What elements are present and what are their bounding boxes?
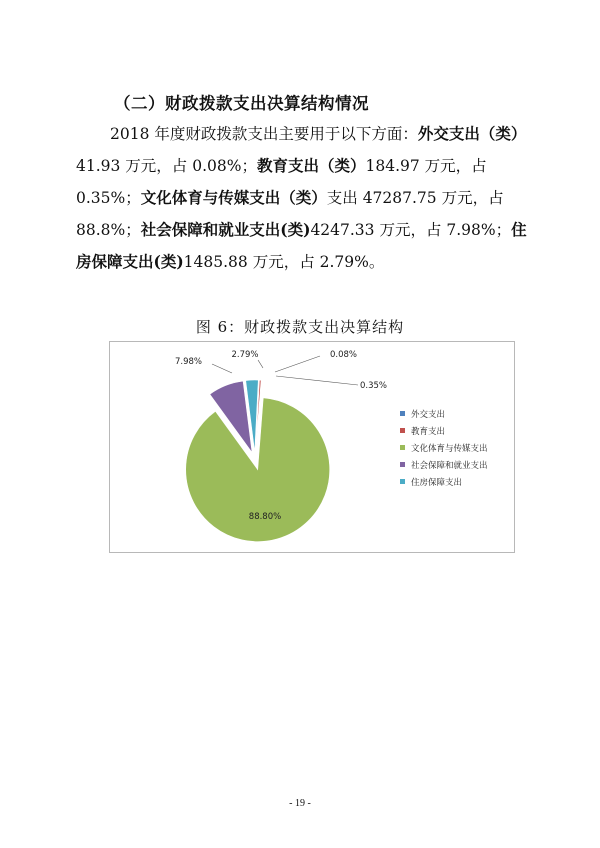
leader-line <box>212 364 232 373</box>
paragraph-run: 支出 47287.75 万元，占 88.8%； <box>76 189 504 239</box>
data-label: 0.35% <box>360 381 388 391</box>
paragraph-run: 4247.33 万元，占 7.98%； <box>310 221 512 239</box>
paragraph-run: 外交支出（类） <box>417 124 527 143</box>
page-number: - 19 - <box>289 798 311 809</box>
legend-label: 文化体育与传媒支出 <box>411 443 488 454</box>
paragraph-run: 保障和就业支出(类) <box>171 220 311 239</box>
legend-label: 住房保障支出 <box>411 477 463 488</box>
leader-line <box>276 376 358 385</box>
data-label: 88.80% <box>248 512 282 522</box>
chart-legend <box>400 405 488 490</box>
paragraph-run: 社会 <box>140 220 172 239</box>
paragraph-run: 2018 年度财政拨款支出主要用于以下方面： <box>110 125 418 143</box>
legend-swatch <box>400 462 405 467</box>
data-label: 2.79% <box>231 350 259 360</box>
paragraph-run: 41.93 万元，占 0.08%； <box>76 157 257 175</box>
data-label: 7.98% <box>174 357 202 367</box>
legend-label: 社会保障和就业支出 <box>411 460 488 471</box>
figure-title: 图 6：财政拨款支出决算结构 <box>195 318 405 336</box>
leader-line <box>275 356 320 372</box>
paragraph-run: 教育支出（类） <box>256 156 366 175</box>
legend-item <box>400 405 488 422</box>
section-heading: （二）财政拨款支出决算结构情况 <box>114 94 369 113</box>
paragraph-run: 住房保障支出(类) <box>76 220 527 271</box>
legend-item <box>400 422 488 439</box>
legend-item <box>400 473 488 490</box>
legend-label: 外交支出 <box>411 409 446 420</box>
legend-label: 教育支出 <box>411 426 446 437</box>
legend-swatch <box>400 411 405 416</box>
legend-swatch <box>400 445 405 450</box>
data-label: 0.08% <box>330 350 358 360</box>
paragraph-run: 184.97 万元，占 0.35%； <box>76 157 487 207</box>
legend-item <box>400 456 488 473</box>
legend-item <box>400 439 488 456</box>
legend-swatch <box>400 479 405 484</box>
leader-line <box>258 360 263 368</box>
paragraph-run: 文化体育与传媒支出（类） <box>140 188 327 207</box>
paragraph-run: 1485.88 万元，占 2.79%。 <box>183 253 385 271</box>
legend-swatch <box>400 428 405 433</box>
